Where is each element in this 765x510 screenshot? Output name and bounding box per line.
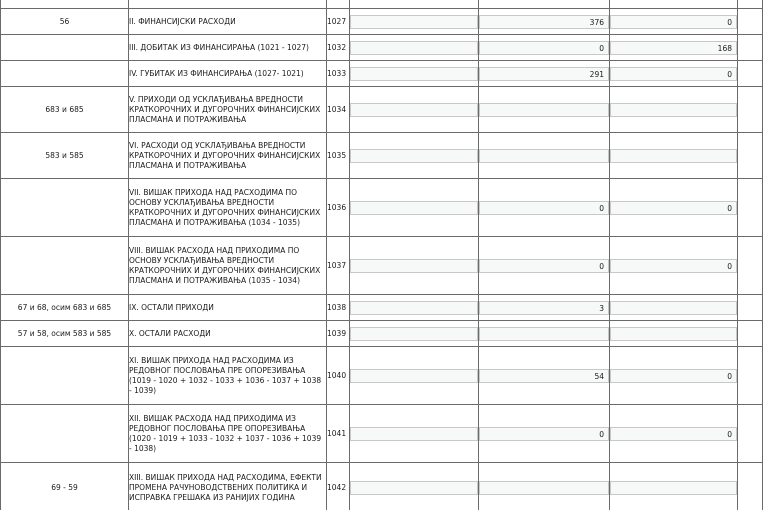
amount-input[interactable]: [350, 259, 478, 273]
value-cell: [350, 463, 479, 510]
amount-input[interactable]: 291: [479, 67, 609, 81]
account-cell: [1, 237, 129, 295]
table-row: [1, 237, 763, 295]
table-row: [1, 9, 763, 35]
description-cell: VIII. ВИШАК РАСХОДА НАД ПРИХОДИМА ПО ОСНОВУ УСКЛАЂИВАЊА ВРЕДНОСТИ КРАТКОРОЧНИХ И ДУГОРОЧНИХ ФИНАНСИЈСКИХ ПЛАСМАНА И ПОТРАЖИВАЊА (1035 - 1034): [129, 237, 327, 295]
account-cell: [1, 405, 129, 463]
amount-input[interactable]: 0: [479, 41, 609, 55]
table-row: [1, 347, 763, 405]
trailing-cell: [738, 463, 763, 510]
amount-input[interactable]: [350, 369, 478, 383]
trailing-cell: [738, 295, 763, 321]
value-cell: [479, 35, 610, 61]
aop-code-cell: [327, 0, 350, 9]
value-cell: [350, 237, 479, 295]
amount-input[interactable]: 0: [610, 201, 737, 215]
value-cell: [479, 9, 610, 35]
account-cell: 583 и 585: [1, 133, 129, 179]
account-cell: 67 и 68, осим 683 и 685: [1, 295, 129, 321]
value-cell: [350, 35, 479, 61]
value-cell: [610, 237, 738, 295]
amount-input[interactable]: [610, 103, 737, 117]
table-row: [1, 61, 763, 87]
aop-code-cell: 1032: [327, 35, 350, 61]
amount-input[interactable]: 0: [610, 15, 737, 29]
amount-input[interactable]: 168: [610, 41, 737, 55]
trailing-cell: [738, 35, 763, 61]
account-cell: 57 и 58, осим 583 и 585: [1, 321, 129, 347]
account-cell: [1, 35, 129, 61]
amount-input[interactable]: 0: [610, 259, 737, 273]
value-cell: [479, 463, 610, 510]
value-cell: [479, 87, 610, 133]
value-cell: [350, 321, 479, 347]
value-cell: [610, 295, 738, 321]
value-cell: [350, 61, 479, 87]
table-row: [1, 133, 763, 179]
value-cell: [610, 9, 738, 35]
amount-input[interactable]: 0: [610, 369, 737, 383]
account-cell: 69 - 59: [1, 463, 129, 510]
value-cell: [479, 295, 610, 321]
description-cell: III. ДОБИТАК ИЗ ФИНАНСИРАЊА (1021 - 1027): [129, 35, 327, 61]
value-cell: [479, 133, 610, 179]
trailing-cell: [738, 321, 763, 347]
value-cell: [350, 405, 479, 463]
account-cell: [1, 347, 129, 405]
amount-input[interactable]: 3: [479, 301, 609, 315]
aop-code-cell: 1039: [327, 321, 350, 347]
value-cell: [350, 295, 479, 321]
amount-input[interactable]: [479, 481, 609, 495]
amount-input[interactable]: [610, 149, 737, 163]
description-cell: XIII. ВИШАК ПРИХОДА НАД РАСХОДИМА, ЕФЕКТИ ПРОМЕНА РАЧУНОВОДСТВЕНИХ ПОЛИТИКА И ИСПРАВКА ГРЕШАКА ИЗ РАНИЈИХ ГОДИНА: [129, 463, 327, 510]
value-cell: [610, 61, 738, 87]
table-row: [1, 179, 763, 237]
value-cell: [479, 321, 610, 347]
amount-input[interactable]: [479, 103, 609, 117]
trailing-cell: [738, 347, 763, 405]
description-cell: X. ОСТАЛИ РАСХОДИ: [129, 321, 327, 347]
table-body: [1, 0, 763, 510]
value-cell: [479, 61, 610, 87]
table-row: [1, 0, 763, 9]
amount-input[interactable]: [610, 301, 737, 315]
trailing-cell: [738, 0, 763, 9]
description-cell: XI. ВИШАК ПРИХОДА НАД РАСХОДИМА ИЗ РЕДОВНОГ ПОСЛОВАЊА ПРЕ ОПОРЕЗИВАЊА (1019 - 1020 + 1032 - 1033 + 1036 - 1037 + 1038 - 1039): [129, 347, 327, 405]
amount-input[interactable]: [350, 41, 478, 55]
aop-code-cell: 1042: [327, 463, 350, 510]
account-cell: 56: [1, 9, 129, 35]
amount-input[interactable]: [350, 427, 478, 441]
value-cell: [479, 0, 610, 9]
amount-input[interactable]: [350, 481, 478, 495]
account-cell: [1, 0, 129, 9]
value-cell: [350, 87, 479, 133]
description-cell: IX. ОСТАЛИ ПРИХОДИ: [129, 295, 327, 321]
amount-input[interactable]: [350, 103, 478, 117]
aop-code-cell: 1034: [327, 87, 350, 133]
aop-code-cell: 1035: [327, 133, 350, 179]
value-cell: [479, 237, 610, 295]
amount-input[interactable]: 0: [479, 201, 609, 215]
value-cell: [610, 347, 738, 405]
aop-code-cell: 1041: [327, 405, 350, 463]
value-cell: [479, 347, 610, 405]
trailing-cell: [738, 61, 763, 87]
amount-input[interactable]: [479, 327, 609, 341]
value-cell: [350, 179, 479, 237]
amount-input[interactable]: 0: [479, 427, 609, 441]
trailing-cell: [738, 179, 763, 237]
aop-code-cell: 1033: [327, 61, 350, 87]
trailing-cell: [738, 237, 763, 295]
account-cell: [1, 61, 129, 87]
value-cell: [610, 463, 738, 510]
description-cell: II. ФИНАНСИЈСКИ РАСХОДИ: [129, 9, 327, 35]
aop-code-cell: 1027: [327, 9, 350, 35]
trailing-cell: [738, 9, 763, 35]
trailing-cell: [738, 133, 763, 179]
amount-input[interactable]: [350, 327, 478, 341]
value-cell: [479, 179, 610, 237]
amount-input[interactable]: [350, 301, 478, 315]
description-cell: VII. ВИШАК ПРИХОДА НАД РАСХОДИМА ПО ОСНОВУ УСКЛАЂИВАЊА ВРЕДНОСТИ КРАТКОРОЧНИХ И ДУГОРОЧНИХ ФИНАНСИЈСКИХ ПЛАСМАНА И ПОТРАЖИВАЊА (1034 - 1035): [129, 179, 327, 237]
amount-input[interactable]: [610, 481, 737, 495]
value-cell: [479, 405, 610, 463]
amount-input[interactable]: [610, 327, 737, 341]
value-cell: [610, 35, 738, 61]
description-cell: [129, 0, 327, 9]
table-row: [1, 321, 763, 347]
description-cell: VI. РАСХОДИ ОД УСКЛАЂИВАЊА ВРЕДНОСТИ КРАТКОРОЧНИХ И ДУГОРОЧНИХ ФИНАНСИЈСКИХ ПЛАСМАНА И ПОТРАЖИВАЊА: [129, 133, 327, 179]
account-cell: 683 и 685: [1, 87, 129, 133]
aop-code-cell: 1040: [327, 347, 350, 405]
value-cell: [610, 405, 738, 463]
value-cell: [610, 87, 738, 133]
table-row: [1, 87, 763, 133]
value-cell: [350, 347, 479, 405]
table-row: [1, 295, 763, 321]
value-cell: [350, 133, 479, 179]
aop-code-cell: 1038: [327, 295, 350, 321]
trailing-cell: [738, 405, 763, 463]
value-cell: [350, 0, 479, 9]
trailing-cell: [738, 87, 763, 133]
amount-input[interactable]: [350, 15, 478, 29]
amount-input[interactable]: 0: [479, 259, 609, 273]
aop-code-cell: 1036: [327, 179, 350, 237]
amount-input[interactable]: [479, 149, 609, 163]
amount-input[interactable]: [350, 149, 478, 163]
amount-input[interactable]: 376: [479, 15, 609, 29]
aop-code-cell: 1037: [327, 237, 350, 295]
amount-input[interactable]: [350, 67, 478, 81]
table-row: [1, 35, 763, 61]
value-cell: [610, 0, 738, 9]
amount-input[interactable]: 0: [610, 427, 737, 441]
table-row: [1, 463, 763, 510]
value-cell: [610, 321, 738, 347]
amount-input[interactable]: 54: [479, 369, 609, 383]
description-cell: IV. ГУБИТАК ИЗ ФИНАНСИРАЊА (1027- 1021): [129, 61, 327, 87]
table-row: [1, 405, 763, 463]
value-cell: [610, 133, 738, 179]
account-cell: [1, 179, 129, 237]
value-cell: [610, 179, 738, 237]
description-cell: V. ПРИХОДИ ОД УСКЛАЂИВАЊА ВРЕДНОСТИ КРАТКОРОЧНИХ И ДУГОРОЧНИХ ФИНАНСИЈСКИХ ПЛАСМАНА И ПОТРАЖИВАЊА: [129, 87, 327, 133]
amount-input[interactable]: 0: [610, 67, 737, 81]
amount-input[interactable]: [350, 201, 478, 215]
description-cell: XII. ВИШАК РАСХОДА НАД ПРИХОДИМА ИЗ РЕДОВНОГ ПОСЛОВАЊА ПРЕ ОПОРЕЗИВАЊА (1020 - 1019 + 1033 - 1032 + 1037 - 1036 + 1039 - 1038): [129, 405, 327, 463]
value-cell: [350, 9, 479, 35]
